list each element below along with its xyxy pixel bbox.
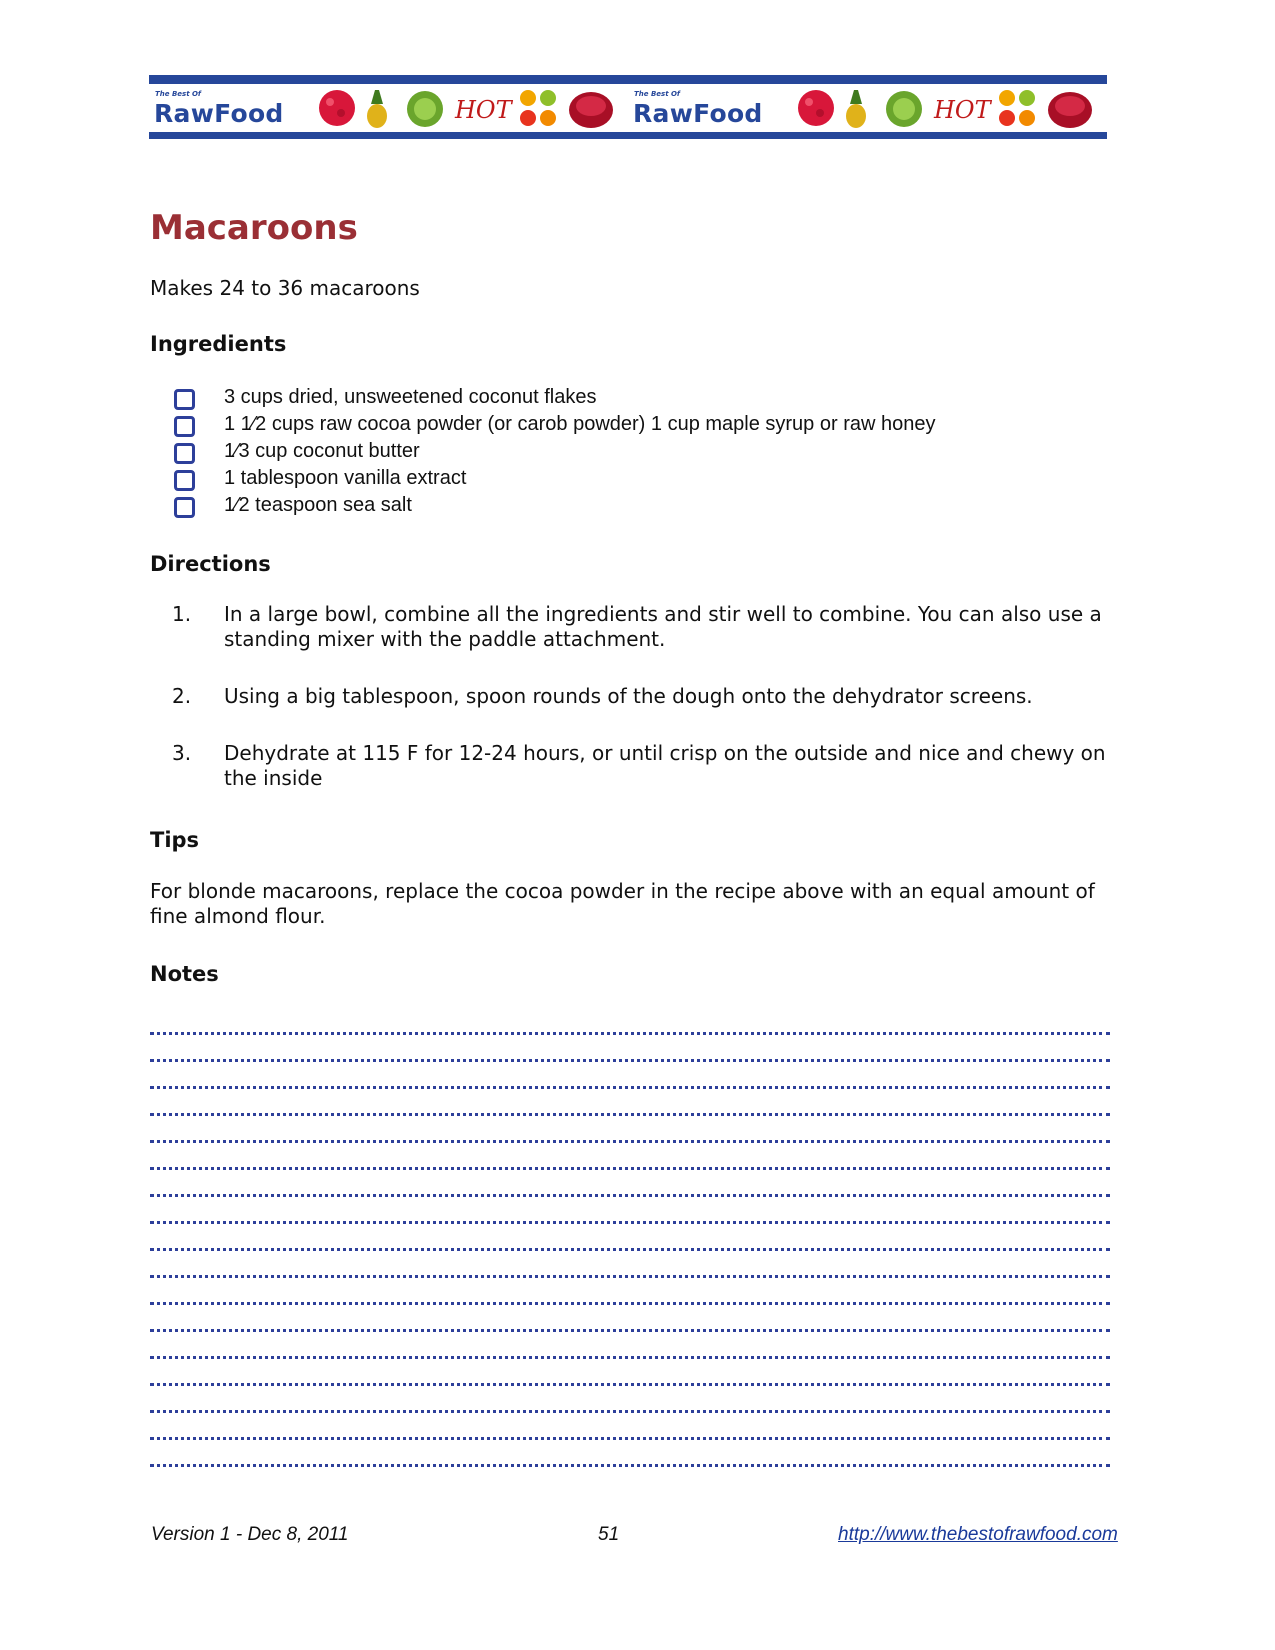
raspberry-icon [319,90,355,126]
step-text: In a large bowl, combine all the ingredients and stir well to combine. You can also use a standing mixer with the paddle attachment. [224,602,1102,651]
checkbox-icon[interactable] [174,470,195,491]
note-line [150,1197,1110,1224]
note-line [150,1008,1110,1035]
ingredient-item [172,465,935,492]
ingredient-item [172,411,935,438]
direction-step [172,602,1112,652]
note-line [150,1413,1110,1440]
checkbox-icon[interactable] [174,497,195,518]
footer-page-number: 51 [598,1524,620,1545]
notes-lines [150,1008,1110,1467]
note-line [150,1035,1110,1062]
recipe-yield: Makes 24 to 36 macaroons [150,276,420,300]
svg-text:HOT: HOT [934,96,991,124]
footer-version: Version 1 - Dec 8, 2011 [151,1524,349,1545]
directions-heading: Directions [150,552,271,576]
ingredient-text: 3 cups dried, unsweetened coconut flakes [224,386,597,408]
step-number: 3. [172,741,192,765]
hot-icon [933,96,993,124]
svg-text:HOT: HOT [455,96,512,124]
ingredient-text: 1 tablespoon vanilla extract [224,467,467,489]
direction-step [172,684,1112,709]
step-number: 2. [172,684,192,708]
berry-bowl-icon [1048,92,1092,128]
ingredient-item [172,384,935,411]
checkbox-icon[interactable] [174,416,195,437]
banner-small-text: The Best Of [155,90,201,98]
checkbox-icon[interactable] [174,389,195,410]
step-text: Using a big tablespoon, spoon rounds of the dough onto the dehydrator screens. [224,684,1033,708]
ingredients-list [172,384,935,519]
direction-step [172,741,1112,791]
step-number: 1. [172,602,192,626]
cabbage-icon [886,91,922,127]
cabbage-icon [407,91,443,127]
pineapple-icon [367,90,387,128]
note-line [150,1170,1110,1197]
banner-brand: RawFood [633,99,763,128]
ingredient-text: 1 1⁄2 cups raw cocoa powder (or carob powder) 1 cup maple syrup or raw honey [224,413,936,435]
banner-logo-right [628,84,1107,132]
note-line [150,1386,1110,1413]
note-line [150,1305,1110,1332]
header-banner [149,75,1107,139]
ingredient-text: 1⁄3 cup coconut butter [224,440,420,462]
note-line [150,1224,1110,1251]
raspberry-icon [798,90,834,126]
ingredient-text: 1⁄2 teaspoon sea salt [224,494,412,516]
ingredients-heading: Ingredients [150,332,287,356]
hot-icon [454,96,514,124]
fruit-slices-icon [520,90,556,126]
banner-logo-left [149,84,628,132]
note-line [150,1440,1110,1467]
ingredient-item [172,492,935,519]
note-line [150,1278,1110,1305]
directions-list [172,602,1112,791]
note-line [150,1089,1110,1116]
pineapple-icon [846,90,866,128]
checkbox-icon[interactable] [174,443,195,464]
note-line [150,1359,1110,1386]
fruit-slices-icon [999,90,1035,126]
banner-fruits [313,86,623,130]
note-line [150,1251,1110,1278]
tips-heading: Tips [150,828,200,852]
notes-heading: Notes [150,962,219,986]
note-line [150,1062,1110,1089]
berry-bowl-icon [569,92,613,128]
note-line [150,1116,1110,1143]
step-text: Dehydrate at 115 F for 12-24 hours, or until crisp on the outside and nice and chewy on the inside [224,741,1106,790]
banner-small-text: The Best Of [634,90,680,98]
banner-fruits [792,86,1102,130]
recipe-title: Macaroons [150,208,358,248]
tips-text: For blonde macaroons, replace the cocoa powder in the recipe above with an equal amount of fine almond flour. [150,879,1095,928]
note-line [150,1332,1110,1359]
banner-brand: RawFood [154,99,284,128]
footer-url-link[interactable]: http://www.thebestofrawfood.com [838,1524,1118,1545]
note-line [150,1143,1110,1170]
ingredient-item [172,438,935,465]
